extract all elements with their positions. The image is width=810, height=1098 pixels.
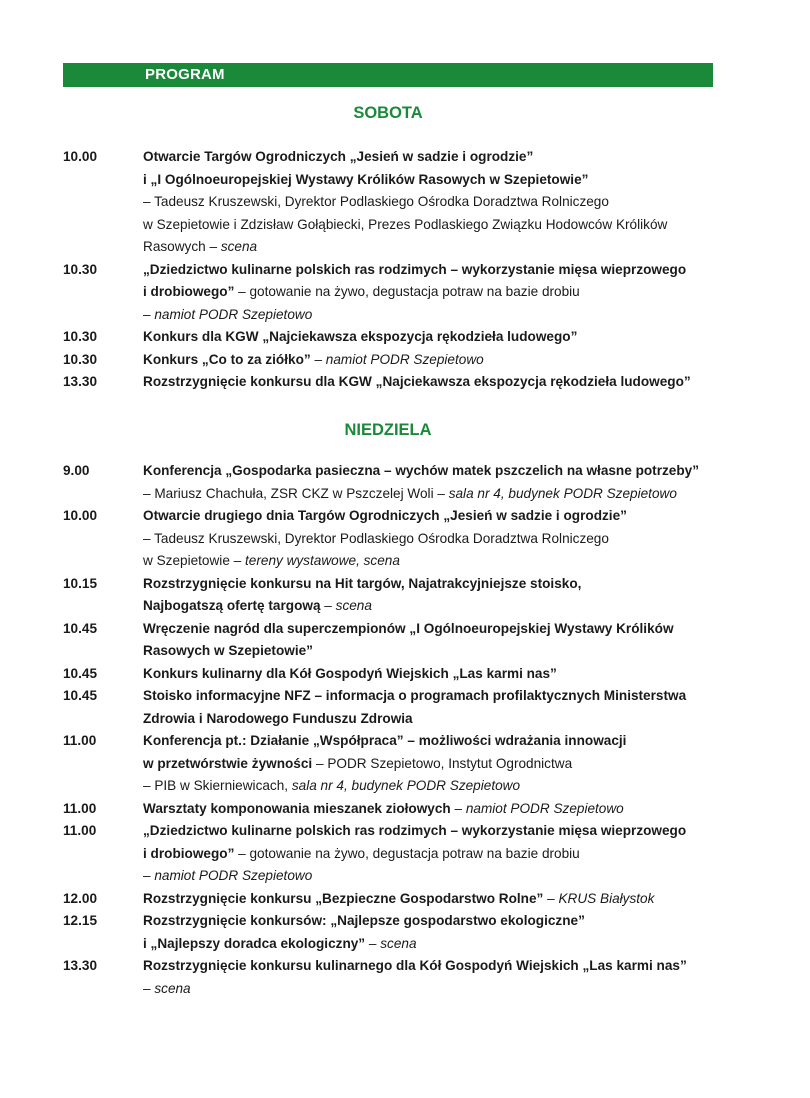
text-segment: Konkurs „Co to za ziółko” — [143, 351, 311, 367]
description-line — [143, 708, 723, 731]
text-segment: „Dziedzictwo kulinarne polskich ras rodzimych – wykorzystanie mięsa wieprzowego — [143, 261, 687, 277]
description-line — [143, 753, 723, 776]
text-segment: sala nr 4, budynek PODR Szepietowo — [291, 778, 521, 793]
description-line — [143, 730, 723, 753]
text-segment: namiot PODR Szepietowo — [325, 351, 484, 367]
schedule-description — [143, 573, 723, 618]
schedule-time: 11.00 — [63, 800, 97, 816]
text-segment: Rozstrzygnięcie konkursu na Hit targów, Najatrakcyjniejsze stoisko, — [143, 575, 582, 591]
text-segment: – Tadeusz Kruszewski, Dyrektor Podlaskiego Ośrodka Doradztwa Rolniczego — [143, 194, 609, 209]
description-line — [143, 933, 723, 956]
text-segment: Warsztaty komponowania mieszanek ziołowych — [143, 800, 451, 816]
text-segment: Rasowych – — [143, 239, 221, 254]
schedule-time: 10.45 — [63, 688, 98, 703]
schedule-row — [63, 460, 723, 505]
description-line — [143, 304, 723, 327]
text-segment: i „I Ogólnoeuropejskiej Wystawy Królików Rasowych w Szepietowie” — [143, 171, 589, 187]
description-line — [143, 349, 723, 372]
schedule-description — [143, 326, 723, 349]
schedule-description — [143, 955, 723, 1000]
text-segment: scena — [380, 935, 417, 951]
schedule-row — [63, 573, 723, 618]
schedule-row — [63, 888, 723, 911]
schedule-time: 10.30 — [63, 351, 98, 367]
schedule-time: 13.30 — [63, 374, 98, 389]
description-line — [143, 955, 723, 978]
sunday-schedule — [63, 460, 723, 1000]
text-segment: Konkurs kulinarny dla Kół Gospodyń Wiejskich „Las karmi nas” — [143, 665, 557, 681]
schedule-description — [143, 730, 723, 798]
text-segment: Otwarcie drugiego dnia Targów Ogrodniczych „Jesień w sadzie i ogrodzie” — [143, 508, 627, 523]
schedule-row — [63, 955, 723, 1000]
text-segment: – — [450, 800, 466, 816]
text-segment: – Tadeusz Kruszewski, Dyrektor Podlaskiego Ośrodka Doradztwa Rolniczego — [143, 530, 609, 546]
text-segment: w Szepietowie – — [143, 553, 246, 568]
schedule-description — [143, 618, 723, 663]
schedule-description — [143, 505, 723, 573]
description-line — [143, 505, 723, 528]
text-segment: – PIB w Skierniewicach, — [143, 778, 292, 793]
schedule-time: 12.15 — [63, 913, 98, 928]
text-segment: Zdrowia i Narodowego Funduszu Zdrowia — [143, 710, 413, 726]
text-segment: – — [310, 351, 326, 367]
description-line — [143, 798, 723, 821]
text-segment: Konferencja pt.: Działanie „Współpraca” – możliwości wdrażania innowacji — [143, 733, 627, 748]
schedule-row — [63, 663, 723, 686]
description-line — [143, 528, 723, 551]
text-segment: Rasowych w Szepietowie” — [143, 643, 313, 658]
schedule-description — [143, 146, 723, 259]
text-segment: Rozstrzygnięcie konkursu kulinarnego dla Kół Gospodyń Wiejskich „Las karmi nas” — [143, 958, 687, 973]
text-segment: – — [143, 868, 155, 883]
schedule-time: 12.00 — [63, 890, 98, 906]
saturday-schedule — [63, 146, 723, 394]
description-line — [143, 169, 723, 192]
text-segment: Wręczenie nagród dla superczempionów „I Ogólnoeuropejskiej Wystawy Królików — [143, 620, 674, 636]
description-line — [143, 550, 723, 573]
text-segment: – PODR Szepietowo, Instytut Ogrodnictwa — [312, 755, 573, 771]
description-line — [143, 618, 723, 641]
description-line — [143, 865, 723, 888]
schedule-row — [63, 910, 723, 955]
schedule-row — [63, 820, 723, 888]
schedule-row — [63, 349, 723, 372]
description-line — [143, 371, 723, 394]
description-line — [143, 685, 723, 708]
description-line — [143, 236, 723, 259]
schedule-time: 10.00 — [63, 508, 98, 523]
description-line — [143, 910, 723, 933]
text-segment: w Szepietowie i Zdzisław Gołąbiecki, Prezes Podlaskiego Związku Hodowców Królików — [143, 216, 668, 232]
description-line — [143, 775, 723, 798]
text-segment: i drobiowego” — [143, 284, 235, 299]
description-line — [143, 888, 723, 911]
schedule-description — [143, 349, 723, 372]
description-line — [143, 595, 723, 618]
text-segment: namiot PODR Szepietowo — [154, 306, 313, 322]
schedule-description — [143, 371, 723, 394]
text-segment: Rozstrzygnięcie konkursu dla KGW „Najciekawsza ekspozycja rękodzieła ludowego” — [143, 374, 691, 389]
schedule-description — [143, 798, 723, 821]
schedule-row — [63, 146, 723, 259]
schedule-row — [63, 618, 723, 663]
schedule-time: 11.00 — [63, 733, 97, 748]
text-segment: Otwarcie Targów Ogrodniczych „Jesień w sadzie i ogrodzie” — [143, 149, 534, 164]
text-segment: Konkurs dla KGW „Najciekawsza ekspozycja rękodzieła ludowego” — [143, 329, 578, 344]
saturday-title: SOBOTA — [353, 104, 423, 122]
text-segment: namiot PODR Szepietowo — [465, 800, 624, 816]
text-segment: Rozstrzygnięcie konkursów: „Najlepsze gospodarstwo ekologiczne” — [143, 913, 585, 928]
text-segment: sala nr 4, budynek PODR Szepietowo — [448, 485, 677, 501]
text-segment: – — [320, 598, 336, 613]
text-segment: scena — [154, 980, 191, 996]
schedule-description — [143, 663, 723, 686]
text-segment: i „Najlepszy doradca ekologiczny” — [143, 935, 366, 951]
text-segment: „Dziedzictwo kulinarne polskich ras rodzimych – wykorzystanie mięsa wieprzowego — [143, 823, 687, 838]
text-segment: tereny wystawowe, scena — [245, 553, 400, 568]
text-segment: KRUS Białystok — [558, 890, 655, 906]
text-segment: – gotowanie na żywo, degustacja potraw na bazie drobiu — [234, 284, 580, 299]
description-line — [143, 281, 723, 304]
schedule-time: 13.30 — [63, 958, 98, 973]
schedule-row — [63, 730, 723, 798]
schedule-time: 10.30 — [63, 261, 98, 277]
text-segment: Stoisko informacyjne NFZ – informacja o programach profilaktycznych Ministerstwa — [143, 688, 687, 703]
schedule-row — [63, 326, 723, 349]
schedule-time: 10.45 — [63, 620, 98, 636]
description-line — [143, 483, 723, 506]
schedule-description — [143, 460, 723, 505]
text-segment: scena — [220, 239, 258, 254]
schedule-row — [63, 505, 723, 573]
sunday-title: NIEDZIELA — [344, 421, 432, 439]
schedule-row — [63, 371, 723, 394]
schedule-description — [143, 820, 723, 888]
description-line — [143, 259, 723, 282]
description-line — [143, 214, 723, 237]
description-line — [143, 146, 723, 169]
text-segment: – Mariusz Chachuła, ZSR CKZ w Pszczelej Woli – — [143, 485, 449, 501]
description-line — [143, 843, 723, 866]
text-segment: – — [365, 935, 381, 951]
schedule-time: 10.45 — [63, 665, 98, 681]
description-line — [143, 460, 723, 483]
text-segment: Konferencja „Gospodarka pasieczna – wychów matek pszczelich na własne potrzeby” — [143, 463, 700, 478]
schedule-row — [63, 685, 723, 730]
text-segment: – — [143, 306, 155, 322]
schedule-description — [143, 259, 723, 327]
schedule-time: 10.15 — [63, 575, 98, 591]
schedule-row — [63, 798, 723, 821]
description-line — [143, 820, 723, 843]
text-segment: – — [143, 980, 155, 996]
text-segment: namiot PODR Szepietowo — [154, 868, 313, 883]
schedule-time: 10.30 — [63, 329, 98, 344]
program-header-label: PROGRAM — [145, 66, 225, 83]
description-line — [143, 573, 723, 596]
text-segment: i drobiowego” — [143, 845, 235, 861]
description-line — [143, 191, 723, 214]
text-segment: scena — [335, 598, 372, 613]
text-segment: – — [543, 890, 559, 906]
schedule-time: 10.00 — [63, 149, 98, 164]
description-line — [143, 326, 723, 349]
schedule-time: 11.00 — [63, 823, 97, 838]
text-segment: – gotowanie na żywo, degustacja potraw na bazie drobiu — [234, 845, 580, 861]
schedule-time: 9.00 — [63, 463, 90, 478]
schedule-row — [63, 259, 723, 327]
schedule-description — [143, 685, 723, 730]
text-segment: Rozstrzygnięcie konkursu „Bezpieczne Gospodarstwo Rolne” — [143, 890, 544, 906]
description-line — [143, 663, 723, 686]
description-line — [143, 978, 723, 1001]
program-header-bar — [63, 63, 713, 87]
description-line — [143, 640, 723, 663]
schedule-description — [143, 888, 723, 911]
schedule-description — [143, 910, 723, 955]
text-segment: w przetwórstwie żywności — [143, 755, 313, 771]
text-segment: Najbogatszą ofertę targową — [143, 598, 321, 613]
